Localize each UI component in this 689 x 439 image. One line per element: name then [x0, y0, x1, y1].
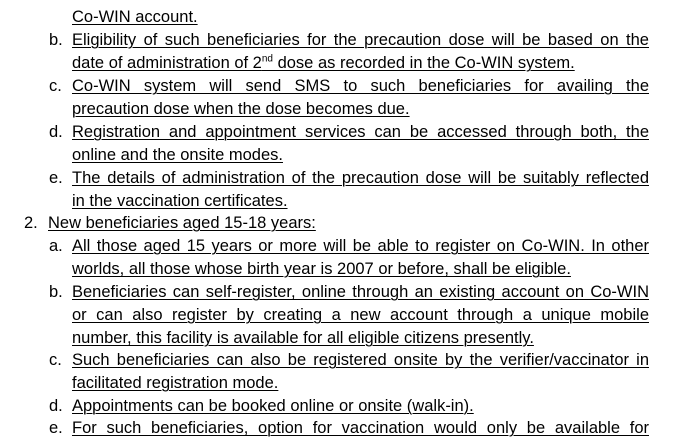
list-item-line: date of administration of 2nd dose as recorded in the Co-WIN system.	[72, 53, 575, 72]
list-item-line: number, this facility is available for all eligible citizens presently.	[72, 329, 534, 347]
list-marker: d.	[49, 123, 63, 141]
list-item-line: in the vaccination certificates.	[72, 192, 288, 210]
list-item-line: or can also register by creating a new account through a unique mobile	[72, 306, 649, 324]
list-marker: b.	[49, 31, 63, 49]
list-item-line: Registration and appointment services can be accessed through both, the	[72, 123, 649, 141]
list-marker: b.	[49, 283, 63, 301]
list-marker: d.	[49, 397, 63, 415]
list-item-line: For such beneficiaries, option for vaccination would only be available for	[72, 419, 649, 437]
prev-item-continuation: Co-WIN account.	[72, 8, 198, 26]
list-item-line: All those aged 15 years or more will be able to register on Co-WIN. In other	[72, 237, 649, 255]
list-item-line: Beneficiaries can self-register, online through an existing account on Co-WIN	[72, 283, 649, 301]
section-heading: New beneficiaries aged 15-18 years:	[48, 214, 316, 232]
list-marker: c.	[49, 351, 62, 369]
list-item-line: worlds, all those whose birth year is 2007 or before, shall be eligible.	[72, 260, 571, 278]
list-item-line: Such beneficiaries can also be registered onsite by the verifier/vaccinator in	[72, 351, 649, 369]
list-item-line: Eligibility of such beneficiaries for the precaution dose will be based on the	[72, 31, 649, 49]
list-marker: e.	[49, 419, 63, 437]
list-item-line: Co-WIN system will send SMS to such beneficiaries for availing the	[72, 77, 649, 95]
list-marker: a.	[49, 237, 63, 255]
list-item-line: The details of administration of the precaution dose will be suitably reflected	[72, 169, 649, 187]
section-number: 2.	[24, 214, 38, 232]
list-item-line: precaution dose when the dose becomes due.	[72, 100, 410, 118]
list-item-line: online and the onsite modes.	[72, 146, 283, 164]
list-marker: c.	[49, 77, 62, 95]
list-item-line: facilitated registration mode.	[72, 374, 279, 392]
list-item-line: Appointments can be booked online or onsite (walk-in).	[72, 397, 474, 415]
list-marker: e.	[49, 169, 63, 187]
